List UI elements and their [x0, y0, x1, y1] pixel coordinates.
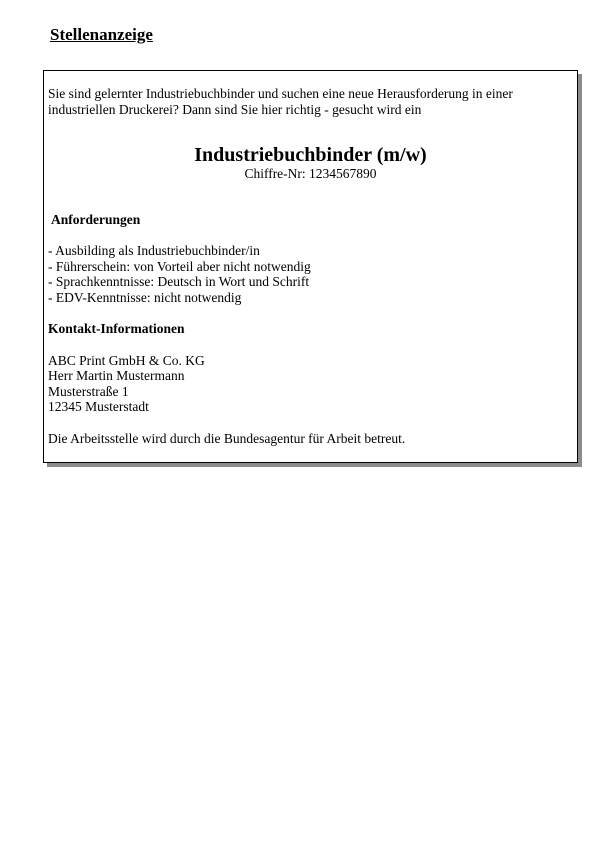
job-title: Industriebuchbinder (m/w) [194, 144, 427, 166]
ad-intro-text: Sie sind gelernter Industriebuchbinder und suchen eine neue Herausforderung in einer industriellen Druckerei? Dann sind Sie hier richtig - gesucht wird ein [48, 86, 513, 117]
job-ad-box [43, 70, 578, 463]
requirements-list [48, 243, 573, 305]
contact-city: 12345 Musterstadt [48, 399, 149, 414]
contact-heading: Kontakt-Informationen [48, 321, 185, 336]
requirement-item: - EDV-Kenntnisse: nicht notwendig [48, 289, 242, 305]
requirements-heading: Anforderungen [51, 211, 141, 227]
requirement-item: - Ausbilding als Industriebuchbinder/in [48, 243, 260, 258]
contact-person: Herr Martin Mustermann [48, 368, 185, 383]
requirement-item: - Sprachkenntnisse: Deutsch in Wort und Schrift [48, 274, 310, 289]
agency-note: Die Arbeitsstelle wird durch die Bundesagentur für Arbeit betreut. [48, 430, 406, 446]
contact-street: Musterstraße 1 [48, 383, 129, 399]
page-title: Stellenanzeige [50, 25, 153, 44]
chiffre-number: Chiffre-Nr: 1234567890 [244, 166, 377, 181]
contact-address [48, 353, 573, 415]
contact-company: ABC Print GmbH & Co. KG [48, 352, 205, 368]
requirement-item: - Führerschein: von Vorteil aber nicht notwendig [48, 258, 311, 274]
